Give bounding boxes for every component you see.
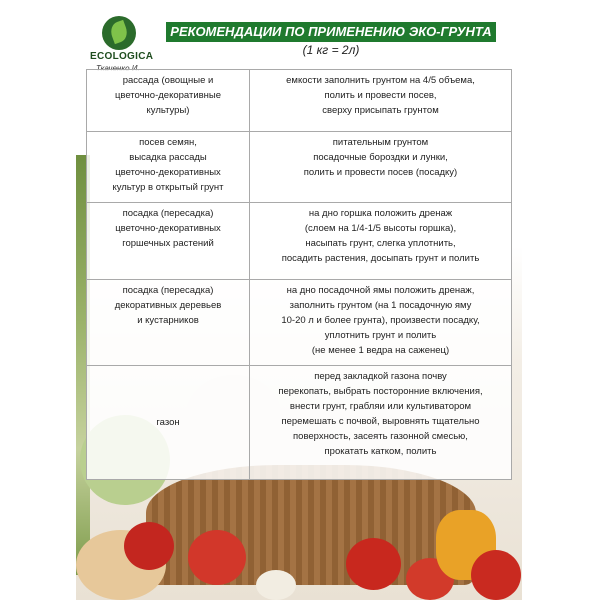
method-line: посадить растения, досыпать грунт и полить xyxy=(281,253,480,264)
method-line: посадочные бороздки и лунки, xyxy=(313,152,448,163)
table-row xyxy=(87,280,512,366)
application-cell xyxy=(87,366,250,480)
application-line: и кустарников xyxy=(137,315,199,326)
application-cell xyxy=(87,70,250,132)
method-cell xyxy=(250,203,512,280)
application-line: культуры) xyxy=(146,105,190,116)
application-line: декоративных деревьев xyxy=(114,300,222,311)
tomato-image xyxy=(346,538,401,590)
table-row xyxy=(87,132,512,203)
method-line: питательным грунтом xyxy=(332,137,429,148)
garlic-image xyxy=(256,570,296,600)
application-cell xyxy=(87,280,250,366)
table-row xyxy=(87,366,512,480)
application-line: горшечных растений xyxy=(122,238,214,249)
application-line: цветочно-декоративные xyxy=(114,90,222,101)
logo-brand: ECOLOGICA xyxy=(90,51,154,62)
application-cell xyxy=(87,132,250,203)
method-line: перекопать, выбрать посторонние включения, xyxy=(278,386,483,397)
method-cell xyxy=(250,280,512,366)
application-line: посев семян, xyxy=(139,137,197,148)
method-line: полить и провести посев (посадку) xyxy=(303,167,458,178)
method-line: емкости заполнить грунтом на 4/5 объема, xyxy=(286,75,475,86)
page-subtitle: (1 кг = 2л) xyxy=(302,43,360,57)
leaf-icon xyxy=(102,16,136,50)
ecologica-logo xyxy=(90,16,154,74)
method-line: сверху присыпать грунтом xyxy=(322,105,439,116)
method-line: на дно посадочной ямы положить дренаж, xyxy=(286,285,475,296)
tomato-image xyxy=(188,530,246,585)
method-line: (слоем на 1/4-1/5 высоты горшка), xyxy=(304,223,457,234)
application-line: газон xyxy=(156,417,180,428)
application-line: культур в открытый грунт xyxy=(112,182,224,193)
method-line: на дно горшка положить дренаж xyxy=(308,208,453,219)
method-line: перед закладкой газона почву xyxy=(314,371,447,382)
application-line: посадка (пересадка) xyxy=(122,208,214,219)
method-line: прокатать катком, полить xyxy=(324,446,437,457)
method-line: уплотнить грунт и полить xyxy=(324,330,437,341)
application-line: высадка рассады xyxy=(129,152,207,163)
tomato-image xyxy=(471,550,521,600)
application-line: посадка (пересадка) xyxy=(122,285,214,296)
application-cell xyxy=(87,203,250,280)
method-line: поверхность, засеять газонной смесью, xyxy=(293,431,468,442)
method-line: внести грунт, грабляи или культиватором xyxy=(289,401,472,412)
method-line: заполнить грунтом (на 1 посадочную яму xyxy=(289,300,472,311)
method-line: полить и провести посев, xyxy=(324,90,437,101)
method-line: (не менее 1 ведра на саженец) xyxy=(311,345,450,356)
recommendations-table xyxy=(86,69,512,480)
method-cell xyxy=(250,132,512,203)
poster xyxy=(76,10,522,600)
application-line: цветочно-декоративных xyxy=(115,223,221,234)
table-row xyxy=(87,70,512,132)
method-cell xyxy=(250,70,512,132)
method-line: 10-20 л и более грунта), произвести посадку, xyxy=(281,315,480,326)
method-cell xyxy=(250,366,512,480)
application-line: рассада (овощные и xyxy=(122,75,214,86)
application-line: цветочно-декоративных xyxy=(115,167,221,178)
method-line: перемешать с почвой, выровнять тщательно xyxy=(281,416,480,427)
method-line: насыпать грунт, слегка уплотнить, xyxy=(305,238,456,249)
tomato-image xyxy=(124,522,174,570)
table-row xyxy=(87,203,512,280)
page-title: РЕКОМЕНДАЦИИ ПО ПРИМЕНЕНИЮ ЭКО-ГРУНТА xyxy=(166,22,496,42)
